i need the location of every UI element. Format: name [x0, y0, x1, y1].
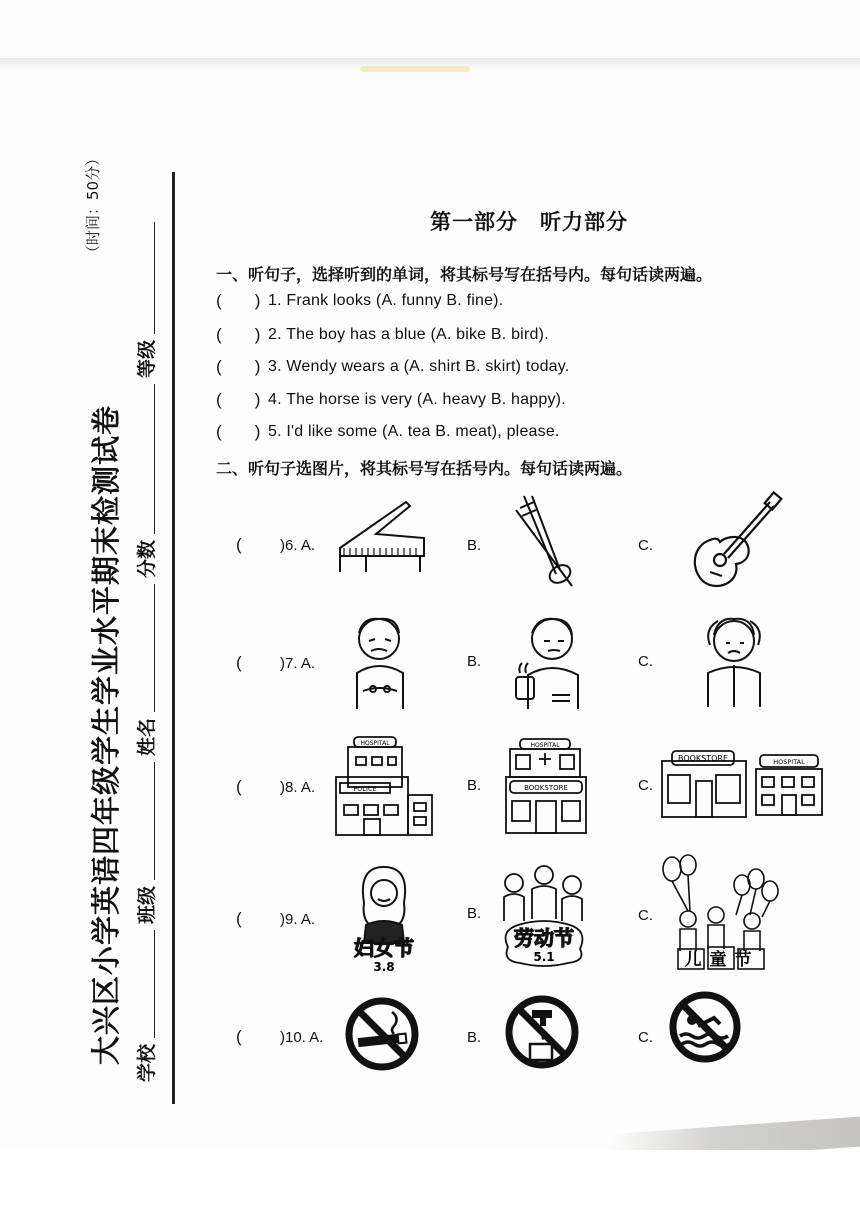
womens-day-icon — [344, 863, 424, 973]
hospital-sign-text: HOSPITAL — [360, 740, 390, 747]
bookstore-sign-text: BOOKSTORE — [524, 784, 568, 792]
picture-question-row — [0, 990, 860, 1110]
picture-question-row — [0, 490, 860, 610]
childrens-day-icon — [658, 855, 786, 971]
field-grade-label: 等级 — [136, 339, 158, 378]
boy-drinking-icon — [508, 611, 588, 711]
field-school-label: 学校 — [136, 1043, 158, 1082]
womens-day-text: 妇女节 — [354, 936, 414, 960]
question-text: 3. Wendy wears a (A. shirt B. skirt) today. — [268, 358, 570, 375]
page-top-mark — [360, 66, 470, 72]
answer-paren[interactable]: ( ) — [216, 325, 261, 344]
section1-instruction: 一、听句子，选择听到的单词，将其标号写在括号内。每句话读两遍。 — [216, 265, 713, 284]
question-text: 5. I'd like some (A. tea B. meat), please. — [268, 423, 560, 440]
question-number: )6. A. — [280, 537, 316, 554]
answer-paren[interactable]: ( — [236, 777, 242, 796]
option-c-label: C. — [638, 1029, 653, 1046]
answer-paren[interactable]: ( ) — [216, 390, 261, 409]
field-score-label: 分数 — [136, 539, 158, 578]
option-c-label: C. — [638, 777, 653, 794]
option-c-label: C. — [638, 907, 653, 924]
option-b-label: B. — [467, 905, 482, 922]
exam-time-note: （时间：50分） — [84, 150, 102, 260]
bookstore-sign-text: BOOKSTORE — [677, 754, 729, 763]
no-wasting-water-icon — [504, 994, 580, 1070]
police-sign-text: POLICE — [353, 785, 377, 793]
picture-question-row — [0, 855, 860, 975]
answer-paren[interactable]: ( ) — [216, 291, 261, 310]
option-b-label: B. — [467, 1029, 482, 1046]
question-number: )8. A. — [280, 779, 316, 796]
option-b-label: B. — [467, 653, 482, 670]
part-one-title: 第一部分 听力部分 — [430, 210, 628, 234]
exam-title: 大兴区小学英语四年级学生学业水平期末检测试卷 — [89, 404, 123, 1065]
labor-day-icon — [498, 861, 590, 971]
erhu-icon — [510, 494, 580, 588]
question-row — [216, 422, 560, 442]
hospital-sign-text: HOSPITAL — [530, 742, 560, 749]
answer-paren[interactable]: ( ) — [216, 357, 261, 376]
womens-day-date: 3.8 — [373, 960, 395, 974]
question-row — [216, 390, 566, 410]
picture-question-row — [0, 605, 860, 725]
field-grade-blank[interactable] — [153, 222, 155, 334]
question-text: 2. The boy has a blue (A. bike B. bird). — [268, 326, 549, 343]
answer-paren[interactable]: ( — [236, 535, 242, 554]
question-number: )7. A. — [280, 655, 316, 672]
boy-stomachache-icon — [343, 611, 419, 711]
answer-paren[interactable]: ( — [236, 909, 242, 928]
answer-paren[interactable]: ( — [236, 653, 242, 672]
option-b-label: B. — [467, 537, 482, 554]
field-name-label: 姓名 — [136, 717, 158, 756]
question-number: )10. A. — [280, 1029, 324, 1046]
labor-day-text: 劳动节 — [514, 926, 574, 950]
option-c-label: C. — [638, 537, 653, 554]
guitar-icon — [690, 490, 782, 590]
hospital-sign-text: HOSPITAL — [773, 758, 805, 766]
option-c-label: C. — [638, 653, 653, 670]
no-swimming-icon — [668, 990, 742, 1064]
piano-icon — [336, 498, 428, 576]
childrens-day-text: 儿童节 — [684, 950, 760, 970]
section2-instruction: 二、听句子选图片，将其标号写在括号内。每句话读两遍。 — [216, 459, 633, 478]
question-number: )9. A. — [280, 911, 316, 928]
field-class-label: 班级 — [136, 885, 158, 924]
question-row — [216, 325, 549, 345]
question-text: 1. Frank looks (A. funny B. fine). — [268, 292, 504, 309]
page-bottom-margin — [0, 1150, 860, 1217]
question-row — [216, 357, 569, 377]
question-text: 4. The horse is very (A. heavy B. happy). — [268, 391, 566, 408]
answer-paren[interactable]: ( — [236, 1027, 242, 1046]
hospital-bookstore-icon — [500, 735, 592, 835]
option-b-label: B. — [467, 777, 482, 794]
no-smoking-icon — [344, 996, 420, 1072]
picture-question-row — [0, 725, 860, 845]
labor-day-date: 5.1 — [533, 950, 555, 964]
question-row — [216, 291, 503, 311]
bookstore-hospital-icon — [660, 747, 830, 821]
answer-paren[interactable]: ( ) — [216, 422, 261, 441]
hospital-police-icon — [334, 733, 434, 837]
boy-headache-icon — [696, 607, 770, 711]
